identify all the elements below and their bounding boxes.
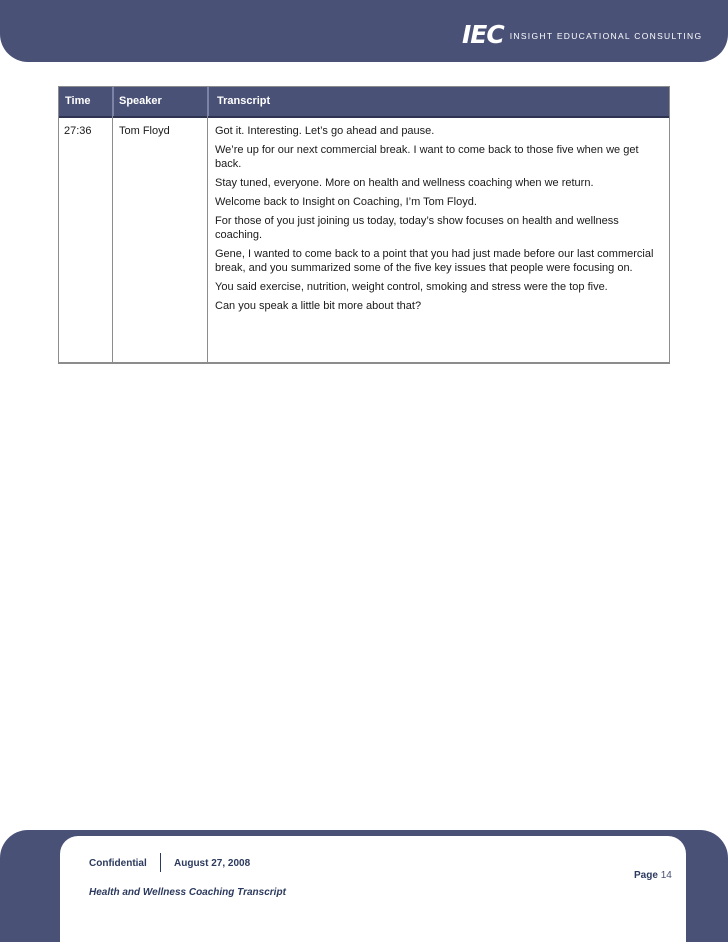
transcript-line: Stay tuned, everyone. More on health and wellness coaching when we return. [215,177,594,189]
page-number-value: 14 [660,870,672,881]
row-transcript [215,124,667,318]
column-header-transcript: Transcript [217,95,271,107]
header-divider [112,87,114,116]
header-divider [207,87,209,116]
transcript-line: Got it. Interesting. Let’s go ahead and pause. [215,125,435,137]
footer-divider [160,853,161,872]
row-speaker: Tom Floyd [119,125,170,137]
logo-text: INSIGHT EDUCATIONAL CONSULTING [509,31,703,41]
transcript-table [58,86,670,364]
transcript-line: Gene, I wanted to come back to a point that you had just made before our last commercial break, and you summarized some of the five key issues that people were focusing on. [215,248,654,274]
header-band [0,0,728,62]
row-time: 27:36 [64,125,92,137]
transcript-line: You said exercise, nutrition, weight control, smoking and stress were the top five. [215,281,608,293]
column-header-time: Time [65,95,91,107]
page-label: Page [634,870,658,881]
column-header-speaker: Speaker [119,95,162,107]
confidential-label: Confidential [89,858,147,869]
transcript-line: We’re up for our next commercial break. I want to come back to those five when we get back. [215,144,639,170]
table-header [59,87,669,118]
document-date: August 27, 2008 [174,858,251,869]
transcript-line: Can you speak a little bit more about that? [215,300,422,312]
document-title: Health and Wellness Coaching Transcript [89,887,286,898]
transcript-line: Welcome back to Insight on Coaching, I’m Tom Floyd. [215,196,477,208]
logo-mark: IEC [462,20,504,49]
company-logo [462,22,702,48]
column-divider [112,116,113,362]
column-divider [207,116,208,362]
page-number [634,870,672,881]
transcript-line: For those of you just joining us today, today’s show focuses on health and wellness coaching. [215,215,619,241]
